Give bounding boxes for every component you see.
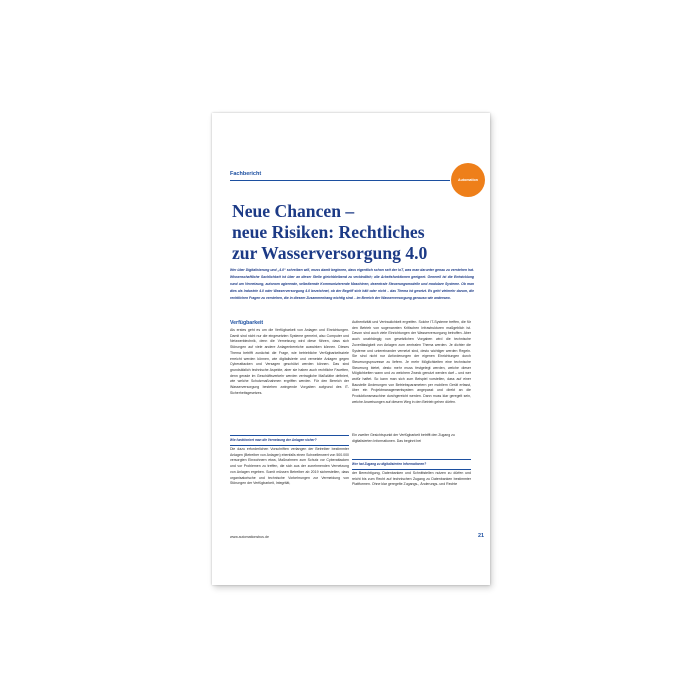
pull-quote-right: Wer hat Zugang zu digitalisierten Informationen? [352, 459, 471, 470]
right-bottom-text: der Berechtigung, Datenbanken und Schnittstellen nutzen zu dürfen und reicht bis zum Recht auf technischen Zugang zu Datenbanken bestimmter Plattformen. Ohne klar geregelte Zugangs-, Änderungs- und Rechte [352, 471, 471, 487]
right-intro-line: Ein zweiter Gesichtspunkt der Verfügbarkeit betrifft den Zugang zu digitalisierten Informationen. Das beginnt bei [352, 433, 455, 443]
left-column-text: Als erstes geht es um die Verfügbarkeit von Anlagen und Einrichtungen. Damit sind nicht nur die eingesetzten Systeme gemeint, also Computer und Netzwerktechnik, denn die Vernetzung wird diese führen, dass sich Störungen auf viele andere Anlagenbereiche auswirken können. Dieses Thema betrifft zunächst die Frage, wie betriebliche Verfügbarkeitsziele erreicht werden können, wie digitalisierte und vernetzte Anlagen gegen Cyberattacken und Versagen geschützt werden können. Das sind grundsätzlich technische Aspekte, aber sie haben auch rechtliche Facetten, denn gerade im Geschäftsverkehr werden vertragliche Maßstäbe definiert, wie welche Schutzmaßnahmen ergriffen werden. Für den Bereich der Wasserversorgung bestehen zwingende Vorgaben aufgrund des IT-Sicherheitsgesetzes. [230, 328, 349, 395]
left-bottom-text: Die dazu erforderlichen Vorschriften verlangen der Betreiber bestimmter Anlagen (Betreiber von Anlagen) ebenfalls einen Schwellenwert von 500.000 versorgten Einwohnern etwa, Maßnahmen zum Schutz vor Cyberattacken und vor Problemen zu treffen, die sich aus der zunehmenden Vernetzung von Anlagen ergeben. Somit müssen Betreiber ab 2019 sicherstellen, dass organisatorische und technische Vorkehrungen zur Vermeidung von Störungen der Verfügbarkeit, Integrität, [230, 447, 349, 486]
right-column-text: Authentizität und Vertraulichkeit ergreifen. Solche IT-Systeme treffen, die für den Betrieb von sogenannten Kritischen Infrastrukturen maßgeblich ist. Davon sind auch viele Einrichtungen der Wasserversorgung betroffen. Aber auch unabhängig von gesetzlichen Vorgaben wird die technische Zuverlässigkeit von Anlagen zum zentralen Thema werden. Je dichter die Systeme und untereinander vernetzt sind, desto wichtiger werden Regeln. Sie sind nicht nur Anforderungen der eigenen Einrichtungen durch Steuerungsprozesse zu liefern. Je mehr Möglichkeiten eine technische Steuerung bietet, desto mehr muss festgelegt werden, welche dieser Möglichkeiten wann und zu welchem Zweck genutzt werden darf – und wer wofür haftet. So kann man sich zum Beispiel vorstellen, dass auf einer Baustelle Änderungen von Betriebsparametern per mobilem Gerät erfasst, über ein Projektmanagementsystem angepasst und direkt an die Produktionsmaschine durchgereicht werden. Dann muss klar geregelt sein, welche Anweisungen auf diesem Weg in den Betrieb gehen dürfen. [352, 320, 471, 404]
left-column-bottom [230, 447, 349, 487]
headline-line-2: neue Risiken: Rechtliches [232, 222, 425, 242]
article-headline [232, 201, 472, 264]
article-lead: Wer über Digitalisierung und „4.0“ schreiben will, muss damit beginnen, dass eigentlich schon seit der IoT, was man darunter genau zu verstehen hat. Wissenschaftliche Sachlichkeit ist über an dieser Stelle gleichbleibend zu verbindlich; alle Arbeitsfunktionen geeignet. Generell ist die Entwicklung rund um Vernetzung, autonom agierende, selbstlernde Kommunizierende Maschinen, dezentrale Steuerungsmodelle und modulare Systeme. Ob man dies als Industrie 4.0 oder Wasserversorgung 4.0 bezeichnet, ob der Begriff sich hält oder nicht – das Thema ist gesetzt. Es geht vielmehr darum, die rechtlichen Fragen zu verstehen, die in diesem Zusammenhang wichtig sind – im Bereich der Wasserversorgung genauso wie anderswo. [230, 268, 474, 300]
right-column [352, 320, 471, 406]
magazine-page [212, 113, 490, 585]
right-column-bottom [352, 471, 471, 488]
section-divider [230, 180, 450, 181]
headline-line-3: zur Wasserversorgung 4.0 [232, 243, 428, 263]
left-column [230, 320, 349, 396]
section-label: Fachbericht [230, 171, 262, 177]
headline-line-1: Neue Chancen – [232, 201, 355, 221]
category-badge: Automation [451, 163, 485, 197]
footer-url: www.automationsbus.de [230, 535, 269, 539]
pull-quote-left: Wie funktioniert man die Vernetzung der Anlagen sicher? [230, 435, 349, 446]
subhead-verfuegbarkeit: Verfügbarkeit [230, 320, 264, 326]
page-number: 21 [478, 533, 484, 539]
